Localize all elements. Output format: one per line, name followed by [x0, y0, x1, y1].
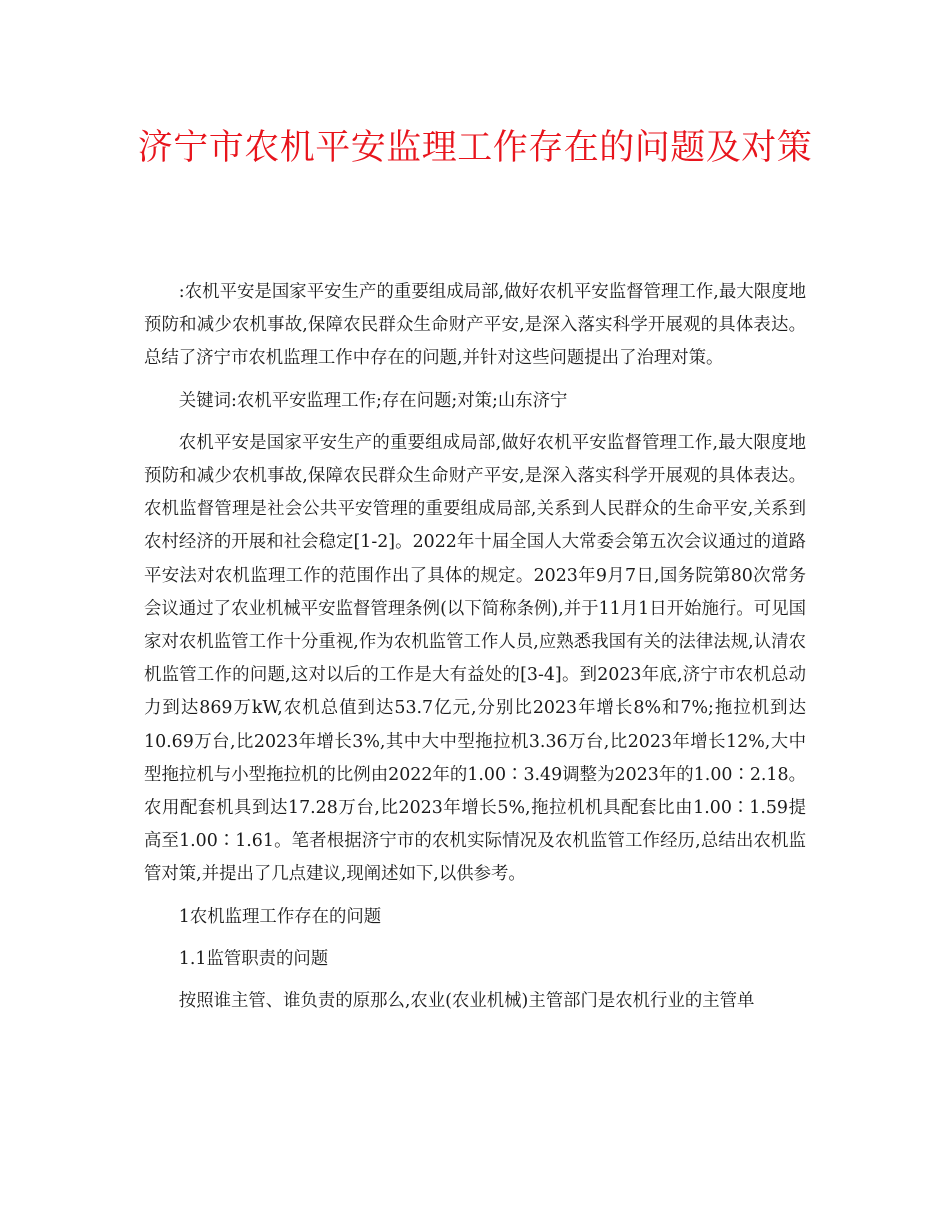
abstract-paragraph: :农机平安是国家平安生产的重要组成局部,做好农机平安监督管理工作,最大限度地预防和减少农机事故,保障农民群众生命财产平安,是深入落实科学开展观的具体表达。总结了济宁市农机监理工作中存在的问题,并针对这些问题提出了治理对策。 — [144, 282, 806, 369]
section-heading: 1农机监理工作存在的问题 — [178, 906, 382, 927]
document-title: 济宁市农机平安监理工作存在的问题及对策 — [137, 128, 813, 168]
document-body — [144, 276, 806, 1027]
subsection-heading: 1.1监管职责的问题 — [178, 948, 329, 969]
keywords-paragraph: 关键词:农机平安监理工作;存在问题;对策;山东济宁 — [178, 390, 568, 411]
body-paragraph: 按照谁主管、谁负责的原那么,农业(农业机械)主管部门是农机行业的主管单 — [178, 991, 755, 1012]
intro-paragraph: 农机平安是国家平安生产的重要组成局部,做好农机平安监督管理工作,最大限度地预防和减少农机事故,保障农民群众生命财产平安,是深入落实科学开展观的具体表达。农机监督管理是社会公共平安管理的重要组成局部,关系到人民群众的生命平安,关系到农村经济的开展和社会稳定[1-2]。2022年十届全国人大常委会第五次会议通过的道路平安法对农机监理工作的范围作出了具体的规定。2023年9月7日,国务院第80次常务会议通过了农业机械平安监督管理条例(以下简称条例),并于11月1日开始施行。可见国家对农机监管工作十分重视,作为农机监管工作人员,应熟悉我国有关的法律法规,认清农机监管工作的问题,这对以后的工作是大有益处的[3-4]。到2023年底,济宁市农机总动力到达869万kW,农机总值到达53.7亿元,分别比2023年增长8%和7%;拖拉机到达10.69万台,比2023年增长3%,其中大中型拖拉机3.36万台,比2023年增长12%,大中型拖拉机与小型拖拉机的比例由2022年的1.00∶3.49调整为2023年的1.00∶2.18。农用配套机具到达17.28万台,比2023年增长5%,拖拉机机具配套比由1.00∶1.59提高至1.00∶1.61。笔者根据济宁市的农机实际情况及农机监管工作经历,总结出农机监管对策,并提出了几点建议,现阐述如下,以供参考。 — [144, 432, 806, 885]
